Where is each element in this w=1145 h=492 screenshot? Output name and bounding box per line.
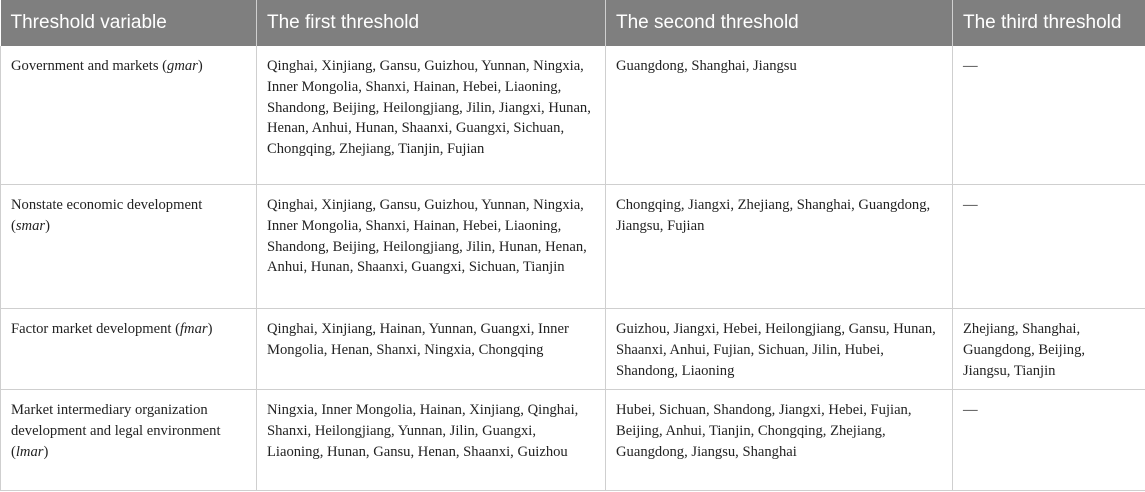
first-threshold-cell: Ningxia, Inner Mongolia, Hainan, Xinjiang, Qinghai, Shanxi, Heilongjiang, Yunnan, Jilin, Guangxi, Liaoning, Hunan, Gansu, Henan, Shaanxi, Guizhou: [257, 390, 606, 491]
third-threshold-cell: —: [953, 185, 1145, 309]
third-threshold-cell: —: [953, 46, 1145, 185]
threshold-variable-cell: [1, 390, 257, 491]
third-threshold-cell: Zhejiang, Shanghai, Guangdong, Beijing, Jiangsu, Tianjin: [953, 309, 1145, 390]
table-row: [1, 185, 1145, 309]
variable-close-paren: ): [197, 58, 203, 74]
table-body: [1, 46, 1145, 491]
variable-name: Factor market development (: [11, 321, 180, 337]
table-header: [1, 0, 1145, 46]
variable-name: Market intermediary organization development and legal environment (: [11, 402, 221, 460]
variable-close-paren: ): [45, 217, 50, 234]
variable-abbreviation: fmar: [179, 321, 208, 337]
table-row: [1, 46, 1145, 185]
first-threshold-cell: Qinghai, Xinjiang, Hainan, Yunnan, Guangxi, Inner Mongolia, Henan, Shanxi, Ningxia, Chongqing: [257, 309, 606, 390]
threshold-variable-cell: [1, 46, 257, 185]
variable-close-paren: ): [43, 443, 49, 460]
second-threshold-cell: Guangdong, Shanghai, Jiangsu: [606, 46, 953, 185]
third-threshold-cell: —: [953, 390, 1145, 491]
table-row: [1, 309, 1145, 390]
header-third-threshold: The third threshold: [953, 0, 1145, 46]
variable-abbreviation: gmar: [167, 58, 198, 74]
second-threshold-cell: Chongqing, Jiangxi, Zhejiang, Shanghai, Guangdong, Jiangsu, Fujian: [606, 185, 953, 309]
table-row: [1, 390, 1145, 491]
header-first-threshold: The first threshold: [257, 0, 606, 46]
variable-name: Nonstate economic development (: [11, 197, 203, 234]
variable-abbreviation: lmar: [15, 443, 44, 460]
header-row: [1, 0, 1145, 46]
variable-close-paren: ): [207, 321, 213, 337]
threshold-variable-cell: [1, 185, 257, 309]
second-threshold-cell: Hubei, Sichuan, Shandong, Jiangxi, Hebei, Fujian, Beijing, Anhui, Tianjin, Chongqing, Zhejiang, Guangdong, Jiangsu, Shanghai: [606, 390, 953, 491]
variable-abbreviation: smar: [15, 217, 46, 234]
first-threshold-cell: Qinghai, Xinjiang, Gansu, Guizhou, Yunnan, Ningxia, Inner Mongolia, Shanxi, Hainan, Hebei, Liaoning, Shandong, Beijing, Heilongjiang, Jilin, Hunan, Henan, Anhui, Hunan, Shaanxi, Guangxi, Sichuan, Tianjin: [257, 185, 606, 309]
second-threshold-cell: Guizhou, Jiangxi, Hebei, Heilongjiang, Gansu, Hunan, Shaanxi, Anhui, Fujian, Sichuan, Jilin, Hubei, Shandong, Liaoning: [606, 309, 953, 390]
header-second-threshold: The second threshold: [606, 0, 953, 46]
variable-name: Government and markets (: [11, 58, 168, 74]
threshold-variable-cell: [1, 309, 257, 390]
first-threshold-cell: Qinghai, Xinjiang, Gansu, Guizhou, Yunnan, Ningxia, Inner Mongolia, Shanxi, Hainan, Hebei, Liaoning, Shandong, Beijing, Heilongjiang, Jilin, Jiangxi, Hunan, Henan, Anhui, Hunan, Shaanxi, Guangxi, Sichuan, Chongqing, Zhejiang, Tianjin, Fujian: [257, 46, 606, 185]
header-threshold-variable: Threshold variable: [1, 0, 257, 46]
